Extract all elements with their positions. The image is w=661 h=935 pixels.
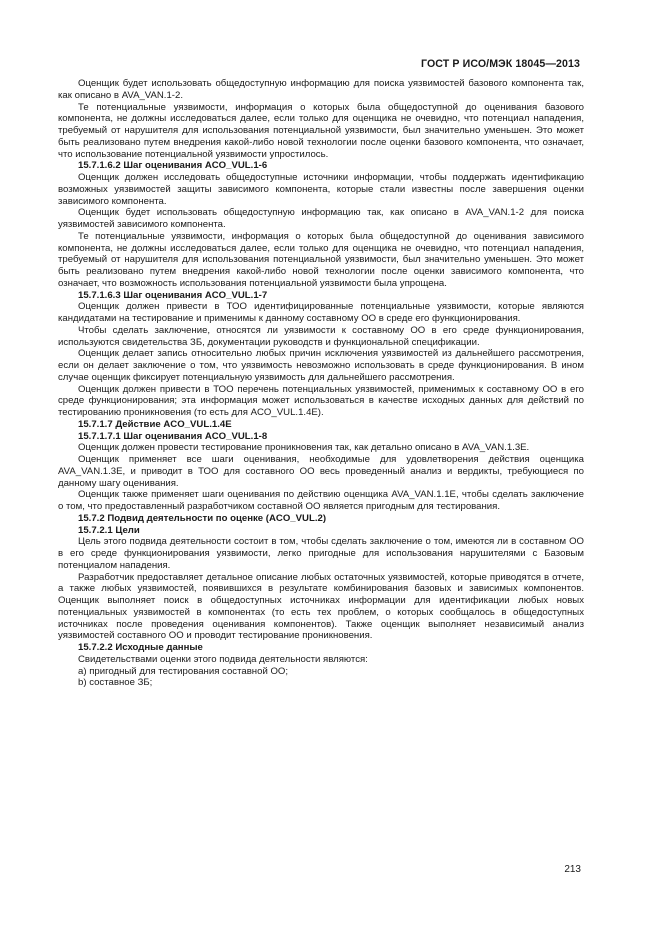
list-line: a) пригодный для тестирования составной ОО; [78, 665, 289, 677]
section-heading: 15.7.2 Подвид деятельности по оценке (ACO_VUL.2) [78, 512, 327, 524]
paragraph: Чтобы сделать заключение, относятся ли уязвимости к составному ОО в его среде функционирования, используются свидетельства ЗБ, документации руководств и функциональной спецификации. [58, 324, 584, 348]
list-line: Свидетельствами оценки этого подвида деятельности являются: [78, 653, 368, 665]
page-number: 213 [564, 864, 581, 875]
section-heading: 15.7.1.7 Действие ACO_VUL.1.4E [78, 418, 232, 430]
paragraph: Оценщик должен исследовать общедоступные источники информации, чтобы поддержать идентификацию возможных уязвимостей защиты зависимого компонента, которые стали известны после завершения оценки зависимого компонента. [58, 172, 584, 207]
paragraph: Цель этого подвида деятельности состоит в том, чтобы сделать заключение о том, имеются ли в составном ОО в его среде функционирования уязвимости, легко пригодные для использования нарушителями с Базовым потенциалом нападения. [58, 536, 584, 571]
section-heading: 15.7.2.2 Исходные данные [78, 642, 203, 653]
paragraph: Оценщик делает запись относительно любых причин исключения уязвимостей из дальнейшего рассмотрения, если он делает заключение о том, что уязвимость невозможно использовать в среде функционирования. В ином случае оценщик фиксирует потенциальную уязвимость для дальнейшего рассмотрения. [58, 348, 584, 383]
paragraph: Оценщик применяет все шаги оценивания, необходимые для удовлетворения действия оценщика AVA_VAN.1.3E, и приводит в ТОО для составного ОО весь проведенный анализ и вердикты, требующиеся по данному шагу оценивания. [58, 454, 584, 489]
standard-header: ГОСТ Р ИСО/МЭК 18045—2013 [421, 58, 580, 70]
paragraph: Оценщик должен провести тестирование проникновения так, как детально описано в AVA_VAN.1.3E. [78, 442, 530, 454]
paragraph: Оценщик также применяет шаги оценивания по действию оценщика AVA_VAN.1.1E, чтобы сделать заключение о том, что предоставленный разработчиком составной ОО является пригодным для тестирования. [58, 489, 584, 512]
section-heading: 15.7.1.6.3 Шаг оценивания ACO_VUL.1-7 [78, 289, 268, 301]
section-heading: 15.7.2.1 Цели [78, 524, 140, 536]
document-body [58, 78, 584, 689]
section-heading: 15.7.1.6.2 Шаг оценивания ACO_VUL.1-6 [78, 160, 268, 172]
section-heading: 15.7.1.7.1 Шаг оценивания ACO_VUL.1-8 [78, 430, 268, 442]
paragraph: Те потенциальные уязвимости, информация о которых была общедоступной до оценивания базового компонента, не должны исследоваться далее, если только для оценщика не очевидно, что потенциал нападения, требуемый от нарушителя для использования потенциальной уязвимости, был значительно уменьшен. Это может быть реализовано путем внедрения какой-либо новой технологии после оценки базового компонента, что означает, что использование потенциальной уязвимости упростилось. [58, 101, 584, 160]
paragraph: Разработчик предоставляет детальное описание любых остаточных уязвимостей, которые приводятся в отчете, а также любых уязвимостей, появившихся в результате комбинирования базовых и зависимых компонентов. Оценщик выполняет поиск в общедоступных источниках информации для идентификации любых новых потенциальных уязвимостей в компонентах (то есть тех проблем, о которых сообщалось в общедоступных источниках после проведения оценивания компонентов). Также оценщик выполняет независимый анализ уязвимостей составного ОО и проводит тестирование проникновения. [58, 571, 584, 642]
paragraph: Те потенциальные уязвимости, информация о которых была общедоступной до оценивания зависимого компонента, не должны исследоваться далее, если только для оценщика не очевидно, что потенциал нападения, требуемый от нарушителя для использования потенциальной уязвимости, был значительно уменьшен. Это может быть реализовано путем внедрения какой-либо новой технологии после оценки зависимого компонента, что означает, что возможность использования потенциальной уязвимости была упрощена. [58, 230, 584, 289]
paragraph: Оценщик должен привести в ТОО идентифицированные потенциальные уязвимости, которые являются кандидатами на тестирование и применимы к данному составному ОО в среде его функционирования. [58, 301, 584, 324]
paragraph: Оценщик будет использовать общедоступную информацию для поиска уязвимостей базового компонента так, как описано в AVA_VAN.1-2. [58, 78, 584, 101]
list-line: b) составное ЗБ; [78, 677, 153, 689]
paragraph: Оценщик должен привести в ТОО перечень потенциальных уязвимостей, применимых к составному ОО в его среде функционирования; эта информация может использоваться в качестве исходных данных для действий по тестированию проникновения (то есть для ACO_VUL.1.4E). [58, 383, 584, 418]
paragraph: Оценщик будет использовать общедоступную информацию так, как описано в AVA_VAN.1-2 для поиска уязвимостей зависимого компонента. [58, 207, 584, 230]
